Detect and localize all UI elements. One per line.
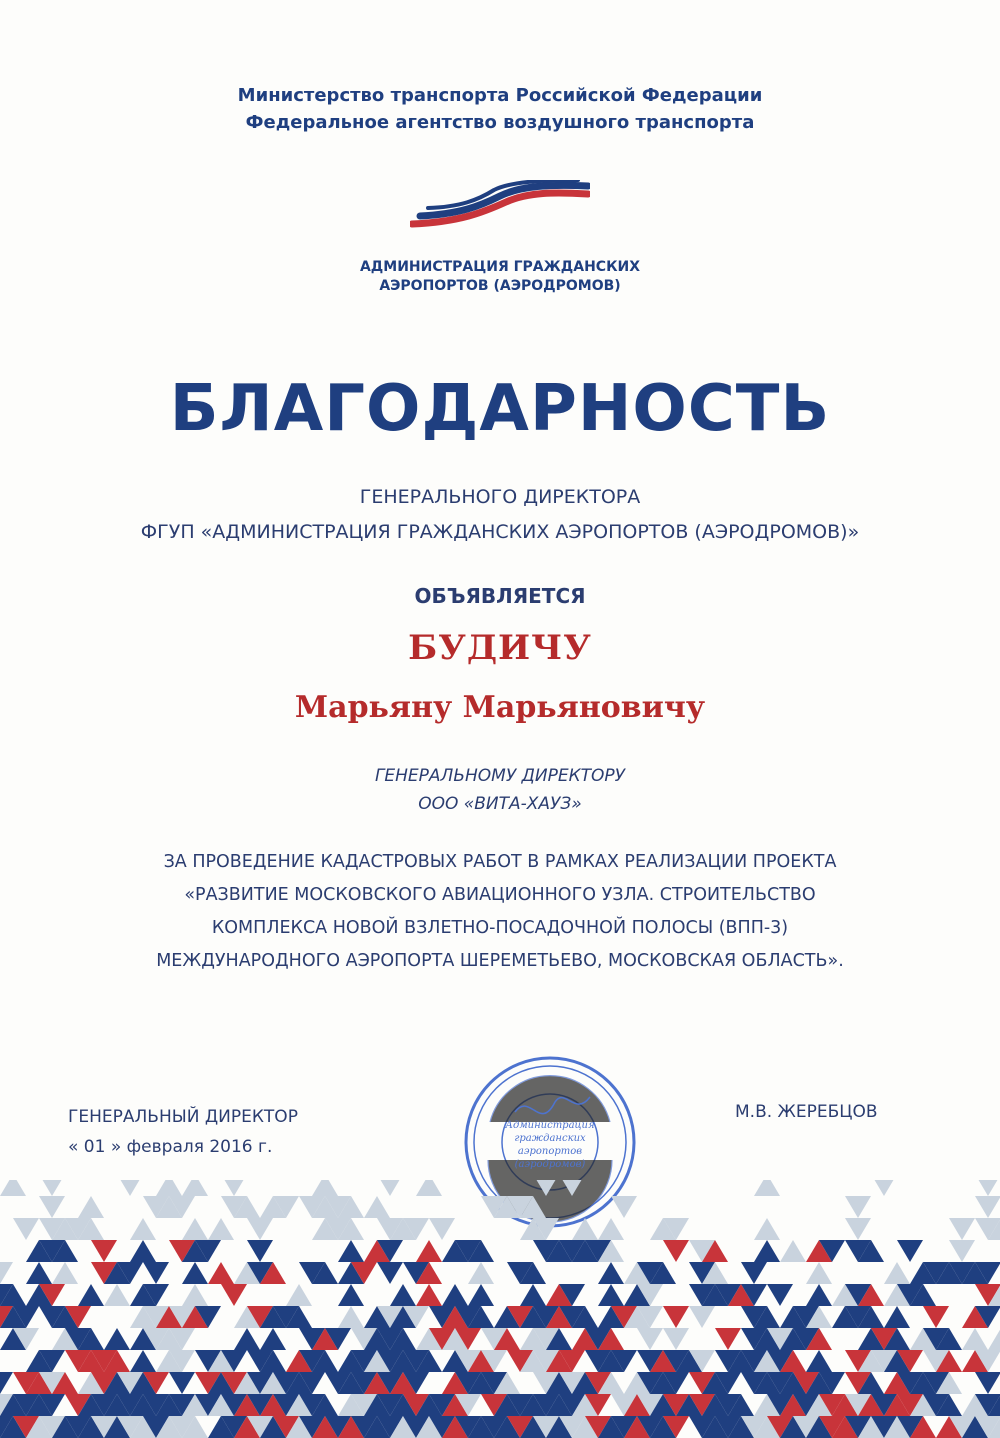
- pattern-triangle: [871, 1180, 897, 1196]
- signature-date: « 01 » февраля 2016 г.: [68, 1137, 273, 1157]
- recipient-name: Марьяну Марьяновичу: [294, 690, 706, 725]
- svg-text:(аэродромов): (аэродромов): [514, 1159, 586, 1170]
- pattern-triangle: [767, 1284, 793, 1306]
- pattern-triangle: [741, 1262, 767, 1284]
- pattern-triangle: [338, 1306, 364, 1328]
- reason-line-3: КОМПЛЕКСА НОВОЙ ВЗЛЕТНО-ПОСАДОЧНОЙ ПОЛОСЫ (ВПП-3): [211, 918, 789, 938]
- wing-stripes-logo-icon: [410, 180, 590, 240]
- pattern-triangle: [663, 1240, 689, 1262]
- pattern-triangle: [390, 1284, 416, 1306]
- pattern-triangle: [364, 1196, 390, 1218]
- svg-text:гражданских: гражданских: [514, 1133, 586, 1144]
- pattern-triangle: [988, 1328, 1000, 1350]
- ministry-line-1: Министерство транспорта Российской Федерации: [237, 85, 763, 106]
- pattern-triangle: [923, 1306, 949, 1328]
- pattern-triangle: [975, 1180, 1000, 1196]
- pattern-triangle: [442, 1284, 468, 1306]
- pattern-triangle: [416, 1180, 442, 1196]
- recipient-surname: БУДИЧУ: [408, 628, 592, 668]
- signer-name: М.В. ЖЕРЕБЦОВ: [735, 1102, 878, 1122]
- pattern-triangle: [559, 1180, 585, 1196]
- pattern-triangle: [897, 1240, 923, 1262]
- pattern-triangle: [806, 1350, 832, 1372]
- pattern-triangle: [377, 1180, 403, 1196]
- org-logo-text: [0, 258, 1000, 296]
- pattern-triangle: [754, 1218, 780, 1240]
- pattern-triangle: [663, 1306, 689, 1328]
- pattern-triangle: [975, 1372, 1000, 1394]
- pattern-triangle: [182, 1284, 208, 1306]
- pattern-triangle: [845, 1218, 871, 1240]
- pattern-triangle: [637, 1328, 663, 1350]
- reason-text: [0, 846, 1000, 978]
- svg-text:Администрация: Администрация: [505, 1120, 595, 1131]
- pattern-triangle: [52, 1262, 78, 1284]
- pattern-triangle: [806, 1262, 832, 1284]
- pattern-triangle: [429, 1218, 455, 1240]
- pattern-triangle: [468, 1284, 494, 1306]
- pattern-triangle: [221, 1284, 247, 1306]
- pattern-triangle: [182, 1218, 208, 1240]
- pattern-triangle: [0, 1372, 13, 1394]
- pattern-triangle: [130, 1350, 156, 1372]
- org-line-2: АЭРОПОРТОВ (АЭРОДРОМОВ): [379, 278, 621, 294]
- pattern-triangle: [104, 1284, 130, 1306]
- pattern-triangle: [0, 1180, 26, 1196]
- pattern-triangle: [26, 1262, 52, 1284]
- pattern-triangle: [39, 1180, 65, 1196]
- reason-line-1: ЗА ПРОВЕДЕНИЕ КАДАСТРОВЫХ РАБОТ В РАМКАХ РЕАЛИЗАЦИИ ПРОЕКТА: [163, 852, 837, 872]
- pattern-triangle: [962, 1328, 988, 1350]
- pattern-triangle: [416, 1284, 442, 1306]
- pattern-triangle: [312, 1180, 338, 1196]
- pattern-triangle: [806, 1284, 832, 1306]
- pattern-triangle: [234, 1328, 260, 1350]
- pattern-triangle: [130, 1218, 156, 1240]
- pattern-triangle: [884, 1262, 910, 1284]
- reason-line-4: МЕЖДУНАРОДНОГО АЭРОПОРТА ШЕРЕМЕТЬЕВО, МОСКОВСКАЯ ОБЛАСТЬ».: [156, 951, 844, 971]
- pattern-triangle: [520, 1284, 546, 1306]
- pattern-triangle: [884, 1306, 910, 1328]
- pattern-triangle: [754, 1240, 780, 1262]
- pattern-triangle: [0, 1262, 13, 1284]
- pattern-triangle: [169, 1372, 195, 1394]
- pattern-triangle: [221, 1180, 247, 1196]
- signer-role: ГЕНЕРАЛЬНЫЙ ДИРЕКТОР: [68, 1107, 298, 1127]
- recipient-position: [0, 762, 1000, 818]
- reason-line-2: «РАЗВИТИЕ МОСКОВСКОГО АВИАЦИОННОГО УЗЛА. СТРОИТЕЛЬСТВО: [184, 885, 816, 905]
- pattern-triangle: [754, 1180, 780, 1196]
- pattern-triangle: [598, 1218, 624, 1240]
- pattern-triangle: [949, 1218, 975, 1240]
- pattern-triangle: [91, 1240, 117, 1262]
- pattern-triangle: [286, 1284, 312, 1306]
- pattern-triangle: [247, 1218, 273, 1240]
- signature-block: [68, 1102, 298, 1162]
- pattern-triangle: [611, 1196, 637, 1218]
- pattern-triangle: [338, 1240, 364, 1262]
- pattern-triangle: [338, 1284, 364, 1306]
- pattern-triangle: [156, 1180, 182, 1196]
- pattern-triangle: [78, 1196, 104, 1218]
- pattern-triangle: [208, 1218, 234, 1240]
- position-line-2: ООО «ВИТА-ХАУЗ»: [418, 794, 582, 814]
- pattern-triangle: [598, 1262, 624, 1284]
- org-line-1: АДМИНИСТРАЦИЯ ГРАЖДАНСКИХ: [359, 259, 641, 275]
- pattern-triangle: [104, 1328, 130, 1350]
- pattern-triangle: [208, 1262, 234, 1284]
- announce-text: ОБЪЯВЛЯЕТСЯ: [414, 584, 586, 608]
- pattern-triangle: [689, 1306, 715, 1328]
- pattern-triangle: [377, 1262, 403, 1284]
- issuer-block: [0, 480, 1000, 550]
- pattern-triangle: [117, 1180, 143, 1196]
- pattern-triangle: [247, 1240, 273, 1262]
- pattern-triangle: [39, 1196, 65, 1218]
- pattern-triangle: [13, 1218, 39, 1240]
- pattern-triangle: [949, 1240, 975, 1262]
- pattern-triangle: [975, 1196, 1000, 1218]
- pattern-triangle: [416, 1240, 442, 1262]
- pattern-triangle: [572, 1218, 598, 1240]
- pattern-triangle: [598, 1284, 624, 1306]
- ministry-line-2: Федеральное агентство воздушного транспорта: [245, 112, 755, 133]
- pattern-triangle: [182, 1262, 208, 1284]
- ministry-header: [0, 82, 1000, 136]
- pattern-triangle: [130, 1240, 156, 1262]
- pattern-triangle: [533, 1180, 559, 1196]
- pattern-triangle: [715, 1328, 741, 1350]
- issuer-line-2: ФГУП «АДМИНИСТРАЦИЯ ГРАЖДАНСКИХ АЭРОПОРТОВ (АЭРОДРОМОВ)»: [140, 521, 860, 543]
- pattern-triangle: [260, 1328, 286, 1350]
- svg-text:аэропортов: аэропортов: [517, 1146, 583, 1157]
- pattern-triangle: [182, 1180, 208, 1196]
- pattern-triangle: [663, 1328, 689, 1350]
- pattern-triangle: [780, 1240, 806, 1262]
- triangle-pattern-border: [0, 1180, 1000, 1438]
- pattern-triangle: [468, 1262, 494, 1284]
- pattern-triangle: [78, 1284, 104, 1306]
- issuer-line-1: ГЕНЕРАЛЬНОГО ДИРЕКТОРА: [359, 486, 641, 508]
- certificate-title: БЛАГОДАРНОСТЬ: [169, 372, 831, 446]
- position-line-1: ГЕНЕРАЛЬНОМУ ДИРЕКТОРУ: [374, 766, 626, 786]
- pattern-triangle: [845, 1196, 871, 1218]
- pattern-triangle: [143, 1262, 169, 1284]
